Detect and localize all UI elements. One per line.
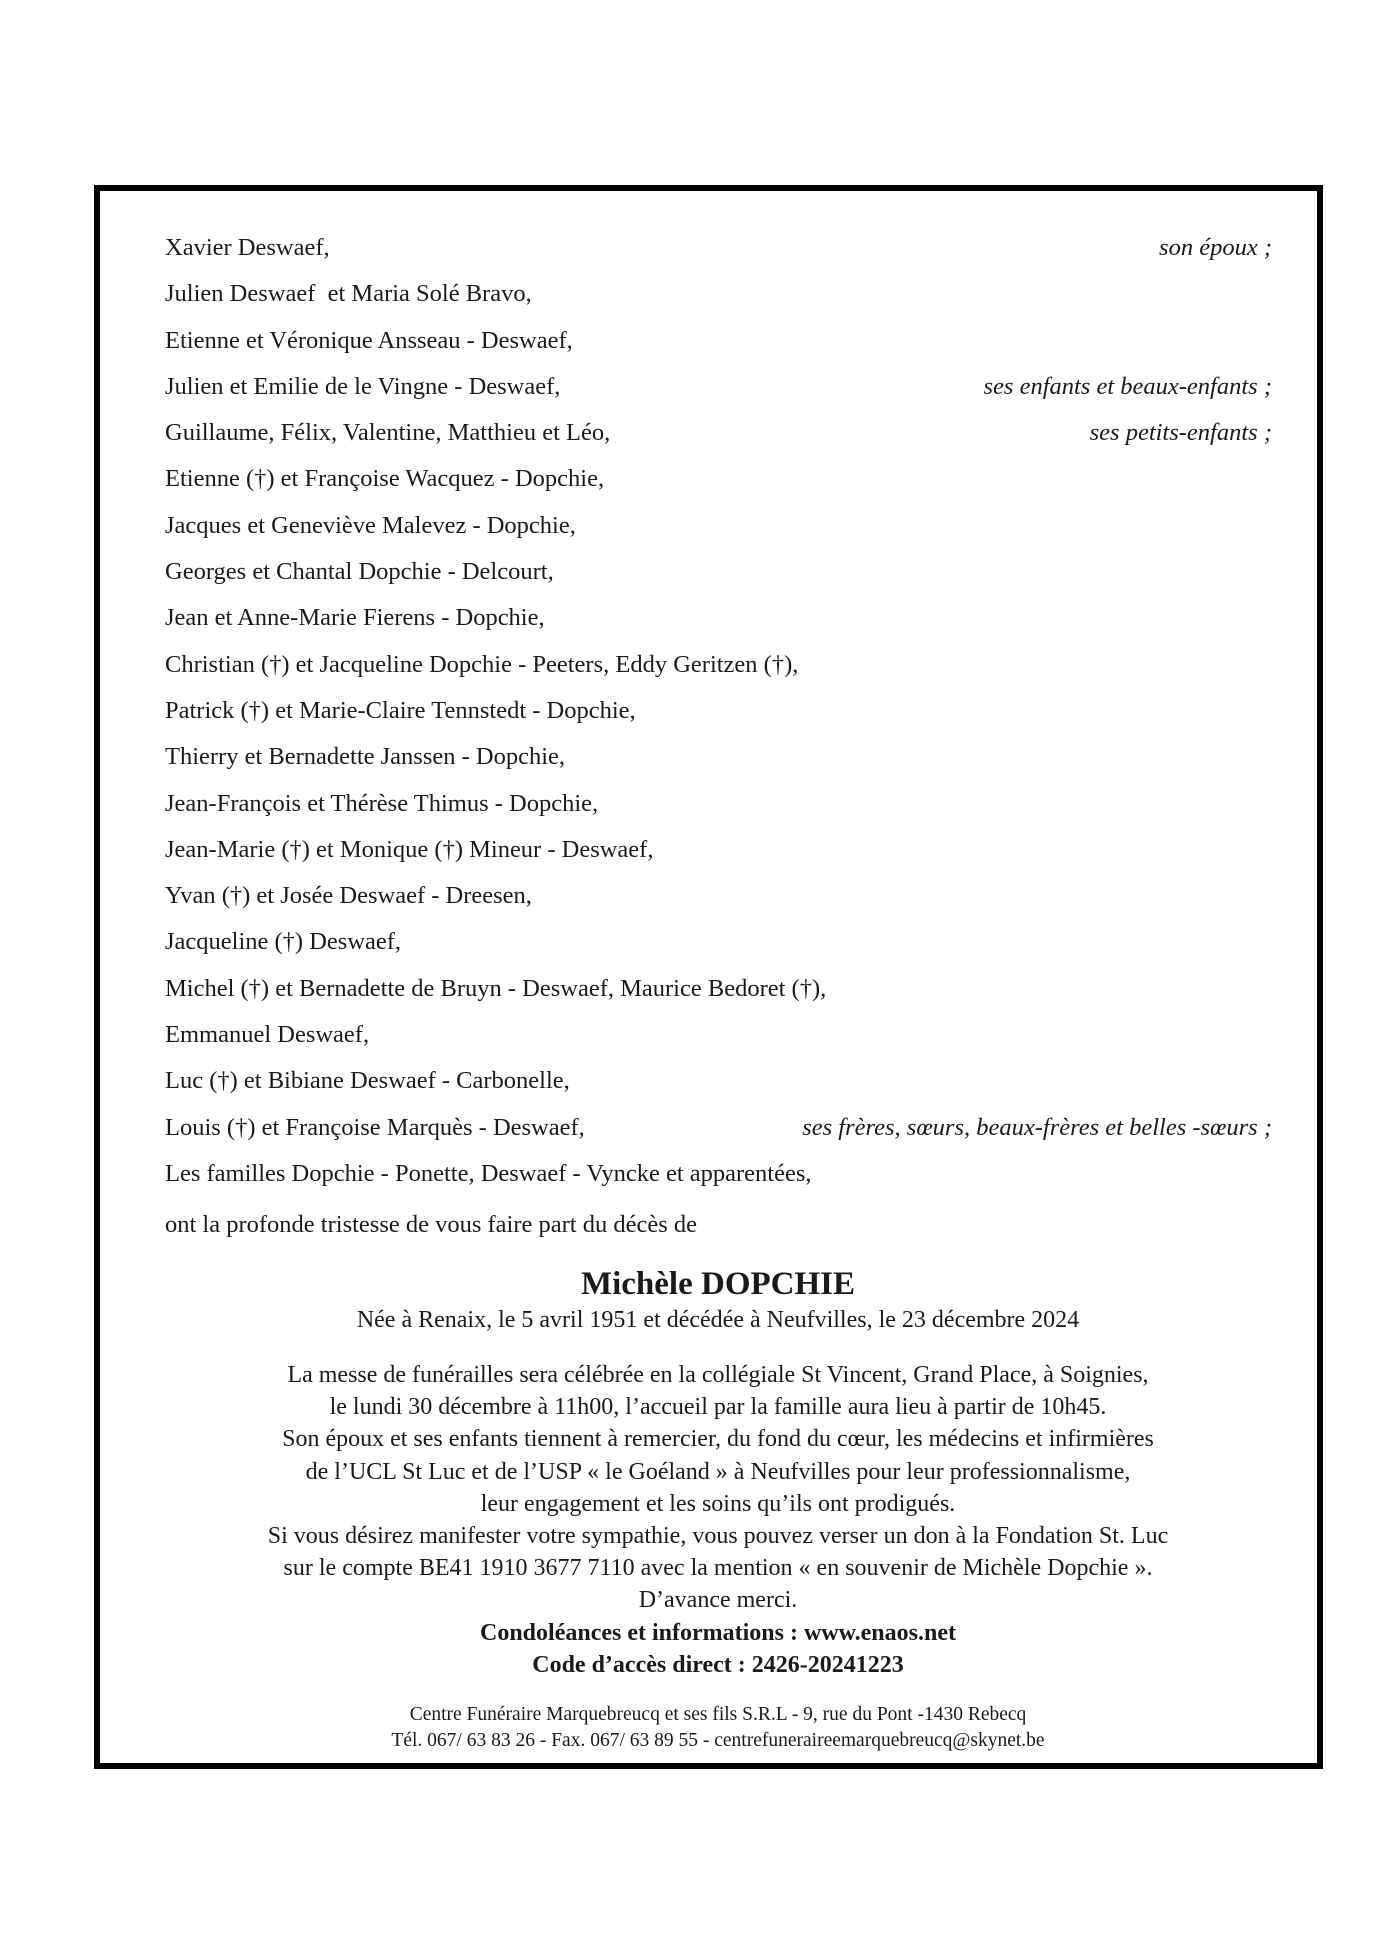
message-line: Si vous désirez manifester votre sympathie, vous pouvez verser un don à la Fondation St. Luc xyxy=(267,1523,1169,1550)
funeral-home-footer xyxy=(190,1702,1246,1754)
family-member: Yvan (†) et Josée Deswaef - Dreesen, xyxy=(165,882,532,910)
family-member: Louis (†) et Françoise Marquès - Deswaef, xyxy=(165,1113,585,1141)
family-row xyxy=(165,827,1272,873)
family-member: Michel (†) et Bernadette de Bruyn - Deswaef, Maurice Bedoret (†), xyxy=(165,974,827,1002)
family-row xyxy=(165,642,1272,688)
family-row xyxy=(165,225,1272,271)
family-member: Jean et Anne-Marie Fierens - Dopchie, xyxy=(165,604,545,632)
deceased-name: Michèle DOPCHIE xyxy=(580,1266,856,1302)
family-row xyxy=(165,410,1272,456)
message-line: de l’UCL St Luc et de l’USP « le Goéland » à Neufvilles pour leur professionnalisme, xyxy=(305,1458,1131,1485)
intro-text: ont la profonde tristesse de vous faire part du décès de xyxy=(165,1211,698,1238)
family-list xyxy=(165,225,1272,1197)
message-line: D’avance merci. xyxy=(638,1587,798,1614)
family-row xyxy=(165,595,1272,641)
family-member: Jean-François et Thérèse Thimus - Dopchie, xyxy=(165,789,599,817)
family-member: Julien Deswaef et Maria Solé Bravo, xyxy=(165,280,532,308)
footer-contact: Tél. 067/ 63 83 26 - Fax. 067/ 63 89 55 - centrefuneraireemarquebreucq@skynet.be xyxy=(391,1730,1045,1751)
family-member: Les familles Dopchie - Ponette, Deswaef - Vyncke et apparentées, xyxy=(165,1159,812,1187)
family-row xyxy=(165,1058,1272,1104)
family-row xyxy=(165,966,1272,1012)
relationship-label: ses enfants et beaux-enfants ; xyxy=(983,372,1272,400)
family-row xyxy=(165,1105,1272,1151)
family-row xyxy=(165,873,1272,919)
family-row xyxy=(165,364,1272,410)
deceased-dates: Née à Renaix, le 5 avril 1951 et décédée à Neufvilles, le 23 décembre 2024 xyxy=(356,1307,1080,1333)
family-member: Christian (†) et Jacqueline Dopchie - Peeters, Eddy Geritzen (†), xyxy=(165,650,799,678)
footer-address: Centre Funéraire Marquebreucq et ses fils S.R.L - 9, rue du Pont -1430 Rebecq xyxy=(409,1704,1027,1725)
family-row xyxy=(165,734,1272,780)
family-row xyxy=(165,503,1272,549)
funeral-message xyxy=(190,1359,1246,1681)
family-row xyxy=(165,919,1272,965)
family-member: Georges et Chantal Dopchie - Delcourt, xyxy=(165,558,554,586)
message-line: le lundi 30 décembre à 11h00, l’accueil par la famille aura lieu à partir de 10h45. xyxy=(329,1394,1107,1421)
family-member: Etienne et Véronique Ansseau - Deswaef, xyxy=(165,326,573,354)
family-member: Jacques et Geneviève Malevez - Dopchie, xyxy=(165,511,576,539)
family-row xyxy=(165,781,1272,827)
family-member: Xavier Deswaef, xyxy=(165,234,330,261)
family-member: Thierry et Bernadette Janssen - Dopchie, xyxy=(165,743,566,771)
message-line: Son époux et ses enfants tiennent à remercier, du fond du cœur, les médecins et infirmières xyxy=(282,1426,1154,1453)
family-member: Etienne (†) et Françoise Wacquez - Dopchie, xyxy=(165,465,605,493)
family-row xyxy=(165,271,1272,317)
family-member: Emmanuel Deswaef, xyxy=(165,1021,370,1049)
family-row xyxy=(165,1151,1272,1197)
message-line: La messe de funérailles sera célébrée en la collégiale St Vincent, Grand Place, à Soignies, xyxy=(287,1362,1149,1388)
family-member: Jean-Marie (†) et Monique (†) Mineur - Deswaef, xyxy=(165,835,654,863)
condolences-link[interactable]: Condoléances et informations : www.enaos.net xyxy=(480,1619,956,1646)
family-row xyxy=(165,688,1272,734)
family-member: Luc (†) et Bibiane Deswaef - Carbonelle, xyxy=(165,1067,570,1095)
family-member: Julien et Emilie de le Vingne - Deswaef, xyxy=(165,372,561,400)
family-member: Guillaume, Félix, Valentine, Matthieu et Léo, xyxy=(165,419,611,447)
family-member: Jacqueline (†) Deswaef, xyxy=(165,928,402,956)
message-line: sur le compte BE41 1910 3677 7110 avec la mention « en souvenir de Michèle Dopchie ». xyxy=(283,1555,1153,1582)
relationship-label: ses frères, sœurs, beaux-frères et belles -sœurs ; xyxy=(802,1113,1272,1141)
message-line: leur engagement et les soins qu’ils ont prodigués. xyxy=(480,1490,956,1517)
family-row xyxy=(165,549,1272,595)
family-member: Patrick (†) et Marie-Claire Tennstedt - Dopchie, xyxy=(165,696,636,724)
family-row xyxy=(165,318,1272,364)
access-code: Code d’accès direct : 2426-20241223 xyxy=(532,1651,904,1678)
family-row xyxy=(165,1012,1272,1058)
relationship-label: ses petits-enfants ; xyxy=(1089,419,1272,447)
family-row xyxy=(165,456,1272,502)
relationship-label: son époux ; xyxy=(1159,234,1272,261)
